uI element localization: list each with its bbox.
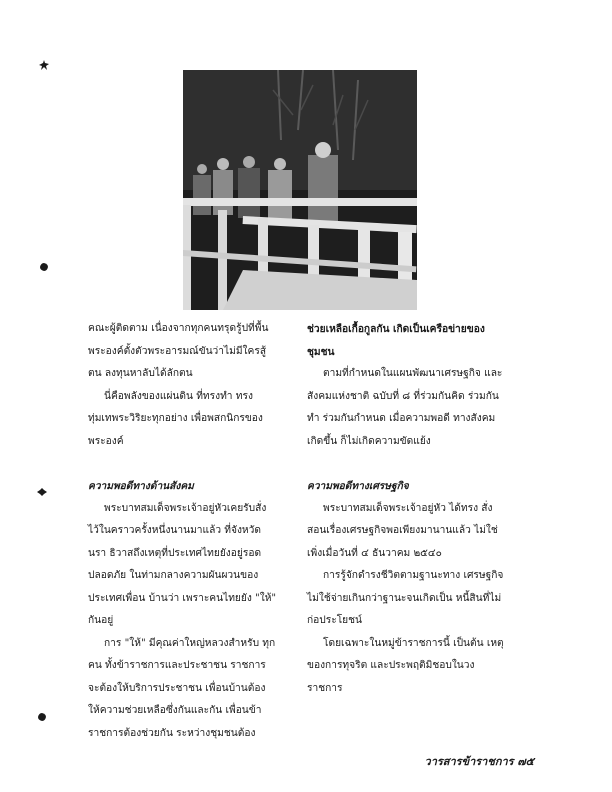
paragraph: นี่คือพลังของแผ่นดิน ที่ทรงทำ ทรง ทุ่มเทพระวิริยะทุกอย่าง เพื่อพสกนิกรของพระองค์ (88, 390, 263, 447)
section-heading-economic: ความพอดีทางเศรษฐกิจ (307, 480, 409, 492)
dot-ornament-icon (36, 487, 48, 497)
photograph (183, 70, 417, 310)
right-column (307, 318, 507, 700)
left-column (88, 318, 278, 745)
paragraph: พระบาทสมเด็จพระเจ้าอยู่หัวเคยรับสั่ง ไว้ในคราวครั้งหนึ่งนานมาแล้ว ที่จังหวัดนรา ธิวาสถึงเหตุที่ประเทศไทยยังอยู่รอดปลอดภัย ในท่ามกลางความผันผวนของประเทศเพื่อน บ้านว่า เพราะคนไทยยัง "ให้" กันอยู่ (88, 502, 277, 626)
paragraph: การ "ให้" มีคุณค่าใหญ่หลวงสำหรับ ทุกคน ทั้งข้าราชการและประชาชน ราชการ จะต้องให้บริการประชาชน เพื่อนบ้านต้อง ให้ความช่วยเหลือซึ่งกันและกัน เพื่อนข้า ราชการต้องช่วยกัน ระหว่างชุมชนต้อง (88, 637, 276, 739)
page-footer: วารสารข้าราชการ ๗๕ (424, 755, 534, 768)
paragraph: โดยเฉพาะในหมู่ข้าราชการนี้ เป็นต้น เหตุของการทุจริต และประพฤติมิชอบในวง ราชการ (307, 637, 504, 694)
star-ornament-icon (38, 60, 50, 70)
dot-ornament-icon (36, 712, 48, 722)
section-heading-social: ความพอดีทางด้านสังคม (88, 480, 194, 492)
dot-ornament-icon (38, 262, 50, 272)
photo-illustration (183, 70, 417, 310)
paragraph: ช่วยเหลือเกื้อกูลกัน เกิดเป็นเครือข่ายของ ชุมชน (307, 323, 485, 358)
paragraph: การรู้จักดำรงชีวิตตามฐานะทาง เศรษฐกิจ ไม่ใช้จ่ายเกินกว่าฐานะจนเกิดเป็น หนี้สินที่ไม่ก่อประโยชน์ (307, 570, 504, 626)
paragraph: พระบาทสมเด็จพระเจ้าอยู่หัว ได้ทรง สั่งสอนเรื่องเศรษฐกิจพอเพียงมานานแล้ว ไม่ใช่เพิ่งเมื่อวันที่ ๔ ธันวาคม ๒๕๔๐ (307, 502, 498, 559)
paragraph: คณะผู้ติดตาม เนื่องจากทุกคนทรุดรู้ปที่พื้น พระองค์ตั้งตัวพระอารมณ์ขันว่าไม่มีใครสู้ตน ลงทุนหาลับได้ลักตน (88, 323, 269, 379)
paragraph: ตามที่กำหนดในแผนพัฒนาเศรษฐกิจ และสังคมแห่งชาติ ฉบับที่ ๘ ที่ร่วมกันคิด ร่วมกันทำ ร่วมกันกำหนด เมื่อความพอดี ทางสังคมเกิดขึ้น ก็ไม่เกิดความขัดแย้ง (307, 368, 503, 447)
